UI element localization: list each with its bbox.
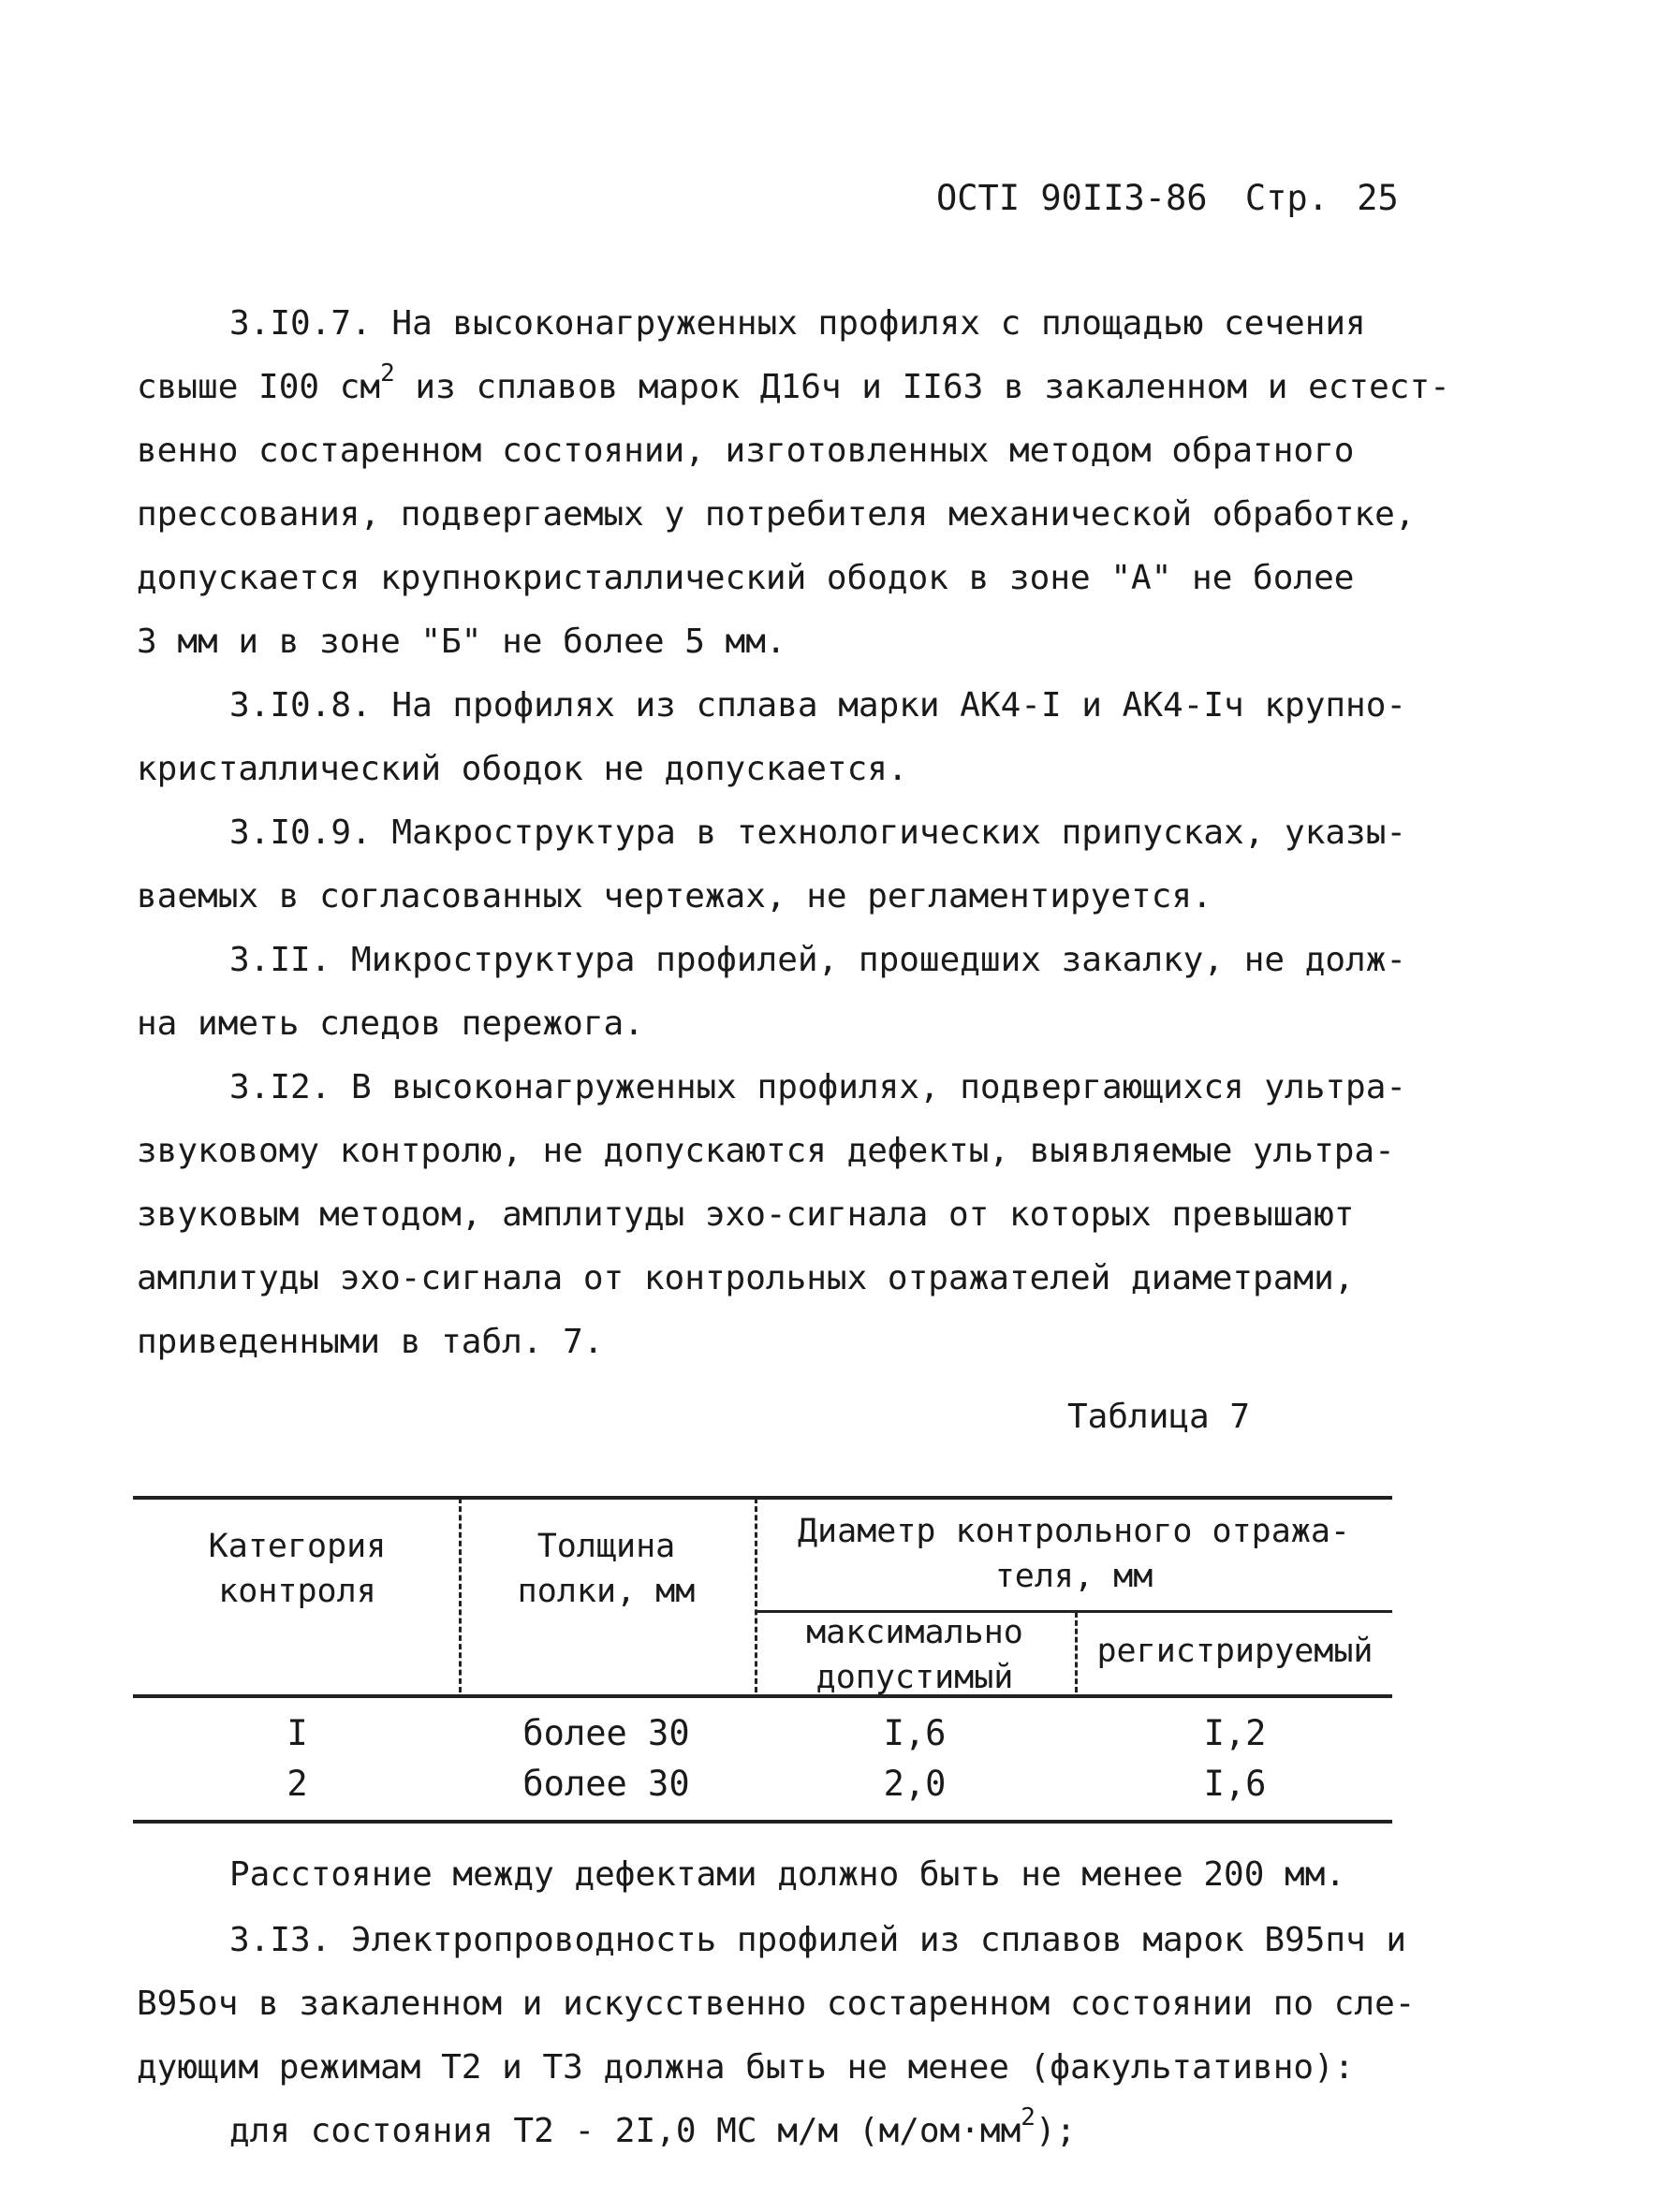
para-3-12-line-2: звуковому контролю, не допускаются дефекты, выявляемые ультра- xyxy=(137,1132,1395,1170)
cell-max-allowed: I,6 xyxy=(883,1713,947,1753)
table-col-divider-3 xyxy=(1075,1612,1078,1692)
cell-registered: I,6 xyxy=(1203,1764,1267,1804)
page-label: Стр. xyxy=(1244,178,1329,218)
cell-category: I xyxy=(286,1713,308,1753)
header-category: Категория контроля xyxy=(208,1528,387,1610)
page-header xyxy=(936,178,1399,218)
cell-thickness: более 30 xyxy=(522,1713,690,1753)
para-3-10-7-line-3: венно состаренном состоянии, изготовленных методом обратного xyxy=(137,432,1355,470)
para-3-13-line-2: В95оч в закаленном и искусственно состаренном состоянии по сле- xyxy=(137,1985,1416,2023)
table-caption: Таблица 7 xyxy=(1067,1398,1251,1436)
para-3-12-line-4: амплитуды эхо-сигнала от контрольных отражателей диаметрами, xyxy=(137,1259,1355,1297)
para-3-13-line-1: 3.I3. Электропроводность профилей из сплавов марок В95пч и xyxy=(229,1921,1407,1959)
cell-registered: I,2 xyxy=(1203,1713,1267,1753)
para-3-12-line-1: 3.I2. В высоконагруженных профилях, подвергающихся ультра- xyxy=(229,1068,1407,1106)
para-3-10-9-line-1: 3.I0.9. Макроструктура в технологических припусках, указы- xyxy=(229,813,1407,852)
table-col-divider-1 xyxy=(459,1498,462,1692)
cell-max-allowed: 2,0 xyxy=(883,1764,947,1804)
header-thickness: Толщина полки, мм xyxy=(517,1528,696,1610)
para-3-11-line-2: на иметь следов пережога. xyxy=(137,1004,644,1043)
cell-category: 2 xyxy=(286,1764,308,1804)
para-3-12-line-5: приведенными в табл. 7. xyxy=(137,1323,604,1361)
para-3-10-9-line-2: ваемых в согласованных чертежах, не регламентируется. xyxy=(137,877,1212,916)
table-bottom-rule xyxy=(133,1820,1392,1824)
header-registered: регистрируемый xyxy=(1096,1633,1374,1670)
doc-number: ОСТI 90II3-86 xyxy=(936,178,1208,218)
para-3-11-line-1: 3.II. Микроструктура профилей, прошедших закалку, не долж- xyxy=(229,941,1407,979)
para-3-13-line-4: для состояния Т2 - 2I,0 МС м/м $(м/ом\cdot мм^2)$; xyxy=(229,2103,1077,2150)
header-max-allowed: максимально допустимый xyxy=(806,1614,1023,1696)
para-3-12-line-3: звуковым методом, амплитуды эхо-сигнала от которых превышают xyxy=(137,1195,1355,1234)
para-3-10-8-line-2: кристаллический ободок не допускается. xyxy=(137,750,908,788)
table-note: Расстояние между дефектами должно быть не менее 200 мм. xyxy=(229,1855,1346,1894)
table-col-divider-2 xyxy=(755,1498,757,1692)
para-3-10-7-line-1: 3.I0.7. На высоконагруженных профилях с площадью сечения xyxy=(229,304,1366,343)
para-3-10-8-line-1: 3.I0.8. На профилях из сплава марки АК4-I и АК4-Iч крупно- xyxy=(229,686,1407,725)
table-top-rule xyxy=(133,1496,1392,1500)
para-3-10-7-line-2: свыше I00 $см^2$ из сплавов марок Д16ч и II63 в закаленном и естест- xyxy=(137,359,1450,406)
para-3-13-line-3: дующим режимам Т2 и Т3 должна быть не менее (факультативно): xyxy=(137,2048,1355,2087)
para-3-10-7-line-4: прессования, подвергаемых у потребителя механической обработке, xyxy=(137,495,1416,534)
page-number: 25 xyxy=(1357,178,1399,218)
header-diameter-group: Диаметр контрольного отража- теля, мм xyxy=(797,1513,1350,1595)
para-3-10-7-line-6: 3 мм и в зоне "Б" не более 5 мм. xyxy=(137,623,786,661)
cell-thickness: более 30 xyxy=(522,1764,690,1804)
para-3-10-7-line-5: допускается крупнокристаллический ободок в зоне "А" не более xyxy=(137,559,1355,597)
